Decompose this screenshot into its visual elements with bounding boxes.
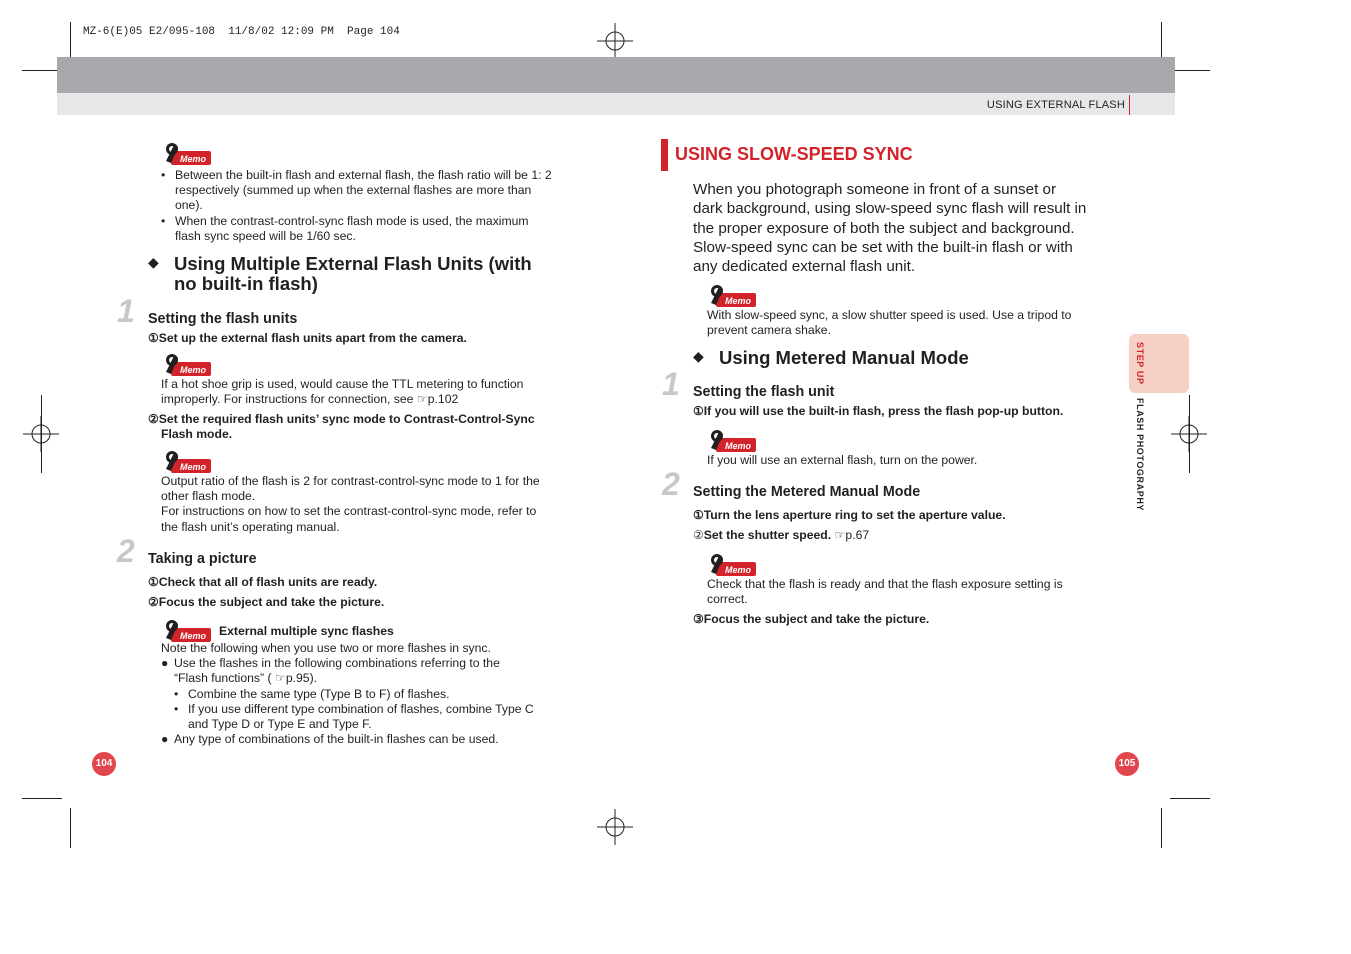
step-title: Setting the flash units [148, 311, 298, 327]
memo-note: Between the built-in flash and external flash, the flash ratio will be 1: 2 respectively (summed up when the external flashes are more than one). [175, 168, 552, 213]
svg-text:Memo: Memo [724, 565, 752, 575]
instruction-2: ②Set the required flash units’ sync mode to Contrast-Control-Sync Flash mode. [148, 412, 535, 442]
pointing-hand-icon: ☞ [834, 528, 846, 542]
instruction-2: ②Set the shutter speed. ☞p.67 [693, 528, 870, 542]
memo-icon [708, 552, 756, 578]
crop-mark [22, 798, 62, 799]
crop-mark [22, 70, 62, 71]
crop-mark [1161, 22, 1162, 62]
crop-mark [70, 22, 71, 62]
step-title: Taking a picture [148, 551, 257, 567]
instruction-1: ①Check that all of flash units are ready. [148, 575, 378, 589]
crop-mark [1170, 798, 1210, 799]
memo-icon [163, 141, 211, 167]
memo-text: Output ratio of the flash is 2 for contrast-control-sync mode to 1 for the other flash mode. For instructions on how to set the contrast-control-sync mode, refer to the flash unit’s operating manual. [161, 474, 540, 534]
crop-mark [1170, 70, 1210, 71]
section-title: USING SLOW-SPEED SYNC [675, 144, 913, 164]
step-number: 2 [662, 466, 680, 502]
step-title: Setting the Metered Manual Mode [693, 484, 921, 500]
step-title: Setting the flash unit [693, 384, 835, 400]
step-number: 2 [117, 533, 135, 569]
crop-mark [1161, 808, 1162, 848]
instruction-1: ①Turn the lens aperture ring to set the aperture value. [693, 508, 1006, 522]
crop-mark [41, 395, 42, 473]
heading-line: Using Multiple External Flash Units (with [174, 253, 532, 274]
memo-text: If a hot shoe grip is used, would cause the TTL metering to function improperly. For instructions for connection, see ☞p.102 [161, 377, 524, 407]
svg-text:Memo: Memo [724, 296, 752, 306]
page-number: 105 [1115, 752, 1139, 776]
instruction-1: ①If you will use the built-in flash, press the flash pop-up button. [693, 404, 1064, 418]
memo-notes: • Between the built-in flash and external flash, the flash ratio will be 1: 2 respectively (summed up when the external flashes are more than one). • When the contrast-control-sync flash mode is used, the maximum flash sync speed will be 1/60 sec. [161, 168, 556, 244]
heading-line: no built-in flash) [174, 273, 318, 294]
svg-text:Memo: Memo [179, 365, 207, 375]
registration-mark-icon [597, 23, 633, 59]
side-tab-step: STEP UP [1135, 342, 1145, 385]
side-tab-section: FLASH PHOTOGRAPHY [1135, 398, 1145, 512]
memo-icon [708, 283, 756, 309]
instruction-3: ③Focus the subject and take the picture. [693, 612, 930, 626]
svg-text:Memo: Memo [179, 462, 207, 472]
pointing-hand-icon: ☞ [416, 392, 428, 407]
memo-icon [708, 428, 756, 454]
page-number: 104 [92, 752, 116, 776]
section-marker [661, 139, 668, 171]
intro-paragraph: When you photograph someone in front of a sunset or dark background, using slow-speed sync flash will result in the proper exposure of both the subject and background. Slow-speed sync can be set with the built-in flash or with any dedicated external flash unit. [693, 181, 1087, 276]
pointing-hand-icon: ☞ [274, 671, 286, 686]
memo-text: With slow-speed sync, a slow shutter speed is used. Use a tripod to prevent camera shake. [707, 308, 1072, 338]
crop-mark [1189, 395, 1190, 473]
svg-text:Memo: Memo [724, 441, 752, 451]
memo-note: When the contrast-control-sync flash mode is used, the maximum flash sync speed will be 1/60 sec. [175, 213, 529, 243]
instruction-2: ②Focus the subject and take the picture. [148, 595, 385, 609]
memo-text: Check that the flash is ready and that the flash exposure setting is correct. [707, 577, 1063, 607]
memo-icon [163, 352, 211, 378]
registration-mark-icon [597, 809, 633, 845]
diamond-icon: ◆ [148, 254, 159, 270]
svg-text:Memo: Memo [179, 154, 207, 164]
section-heading [174, 254, 532, 294]
crop-mark [70, 808, 71, 848]
memo-icon [163, 449, 211, 475]
memo-text: Note the following when you use two or more flashes in sync. ● Use the flashes in the following combinations referring to the “Flash functions” ( ☞p.95). • Combine the same type (Type B to F) of flashes. • If you use different type combination of flashes, combine Type C and Type D or Type E and Type F. ● Any type of combinations of the built-in flashes can be used. [161, 641, 534, 747]
memo-text: If you will use an external flash, turn on the power. [707, 453, 978, 467]
step-number: 1 [662, 366, 680, 402]
print-slug: MZ-6(E)05 E2/095-108 11/8/02 12:09 PM Page 104 [83, 26, 400, 38]
instruction-1: ①Set up the external flash units apart from the camera. [148, 331, 467, 345]
diamond-icon: ◆ [693, 348, 704, 364]
svg-text:Memo: Memo [179, 631, 207, 641]
running-head: USING EXTERNAL FLASH [986, 99, 1125, 111]
section-heading: Using Metered Manual Mode [719, 347, 969, 368]
header-bar [57, 57, 1175, 93]
step-number: 1 [117, 293, 135, 329]
memo-title: External multiple sync flashes [219, 624, 394, 638]
running-head-rule [1129, 95, 1130, 115]
